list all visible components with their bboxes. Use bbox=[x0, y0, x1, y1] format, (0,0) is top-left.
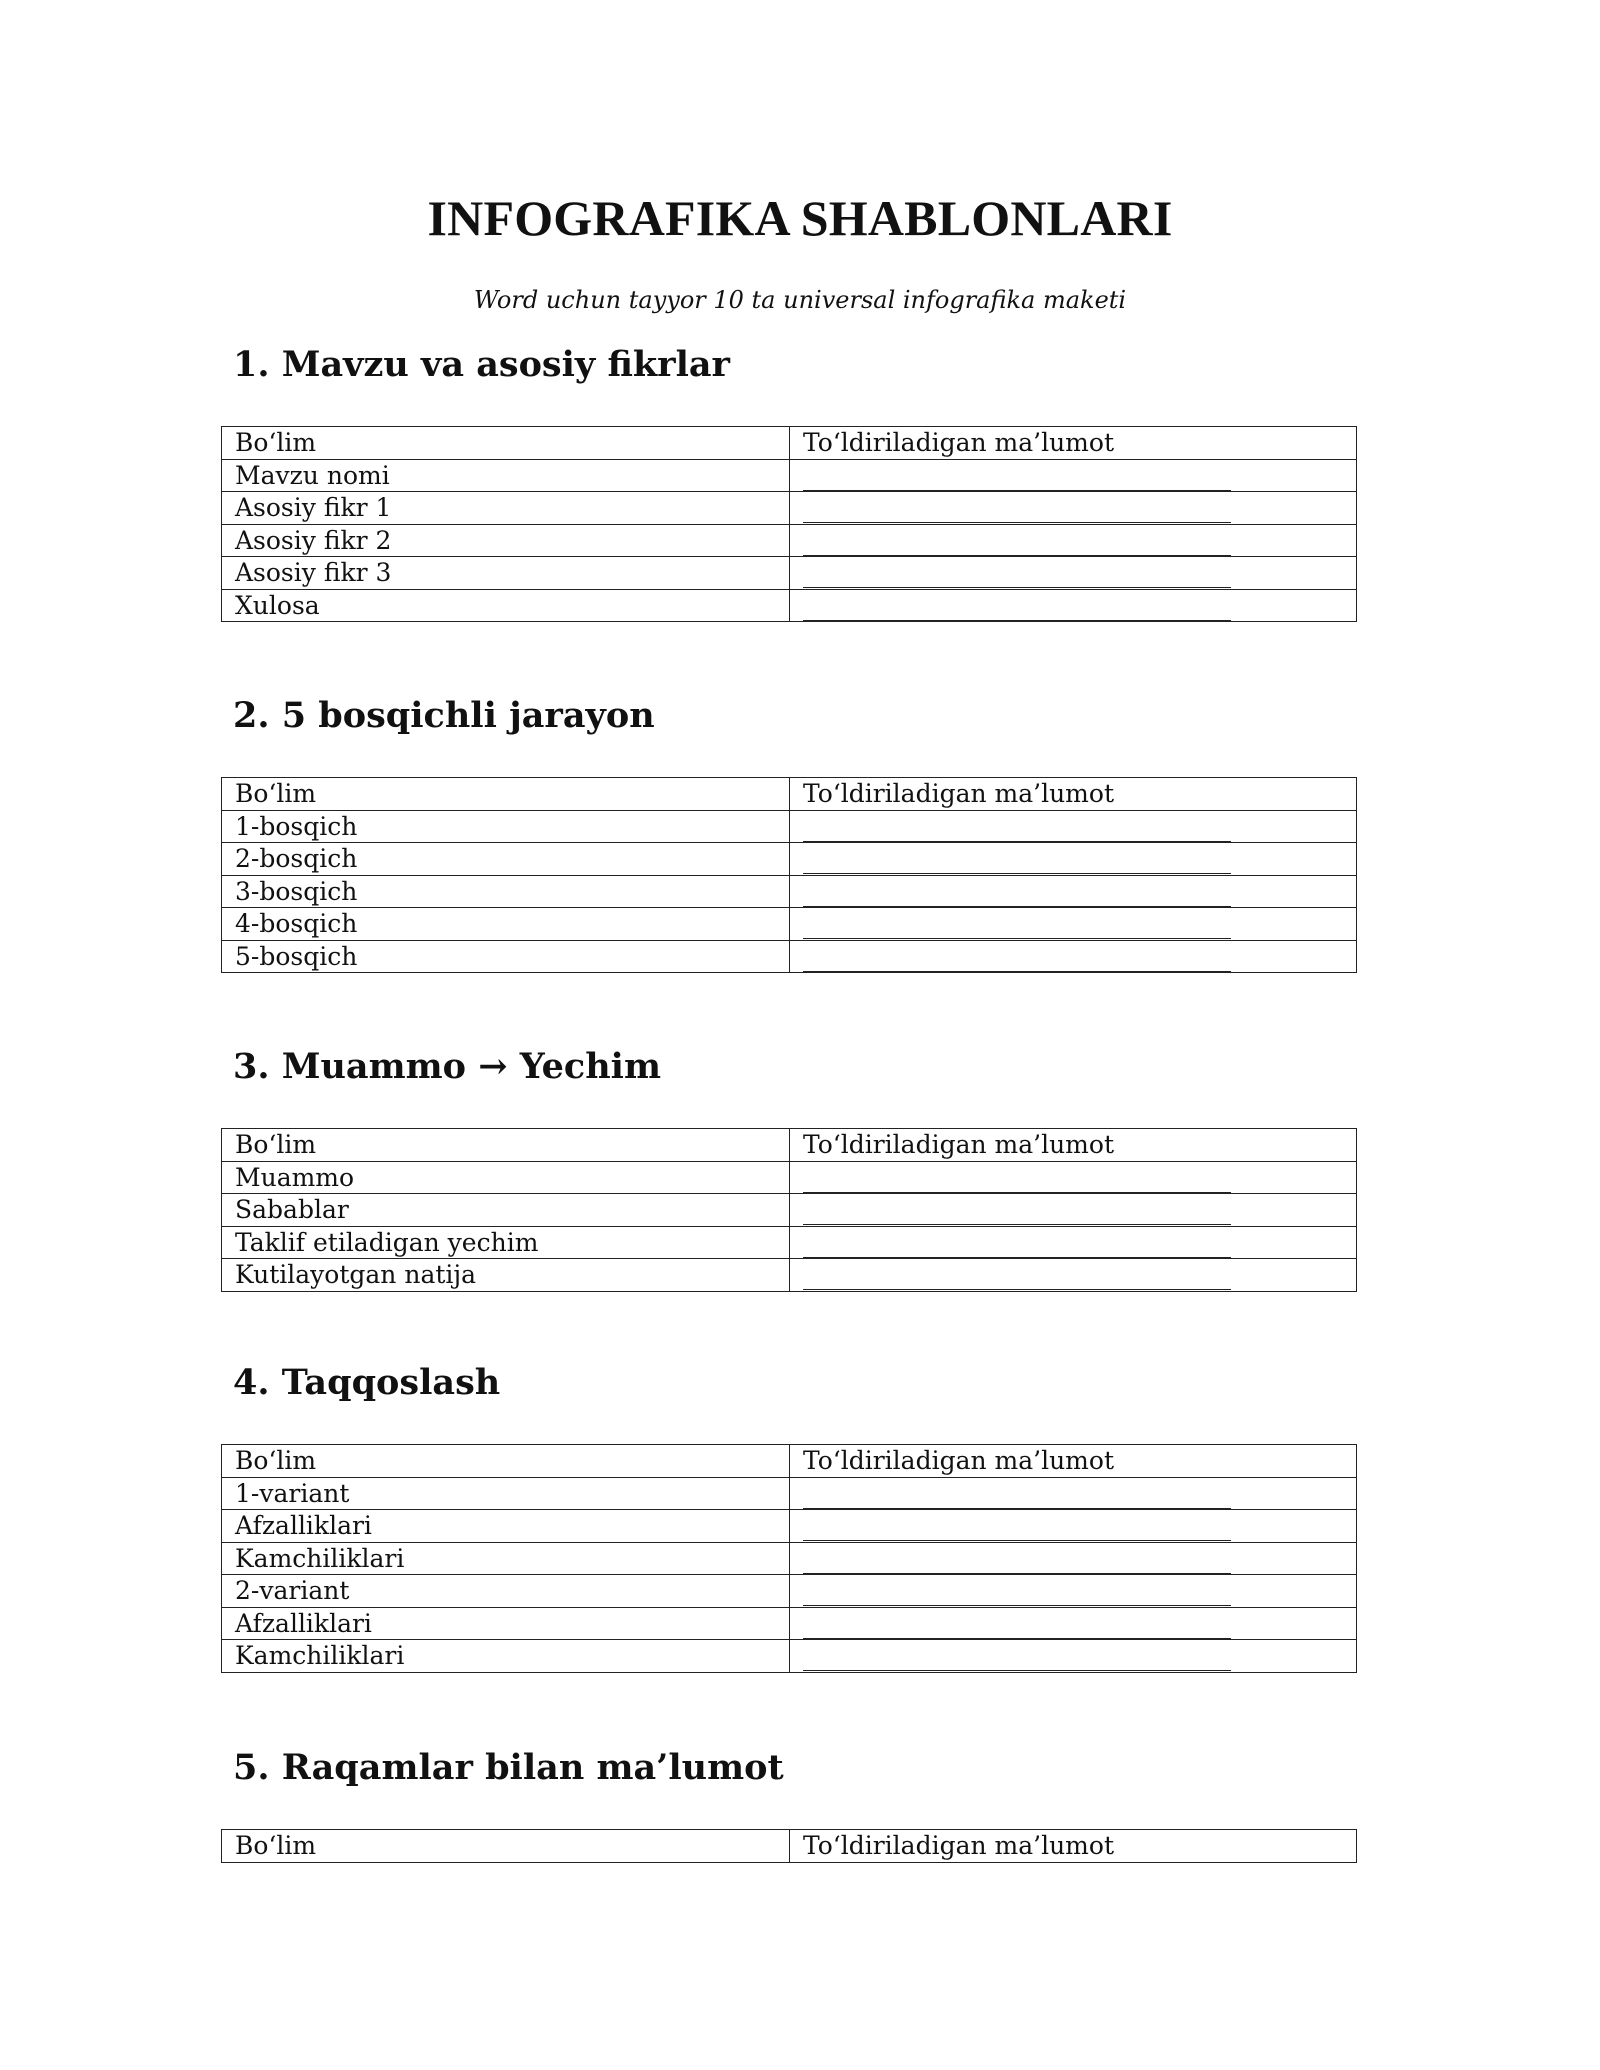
column-header-section: Bo‘lim bbox=[222, 778, 790, 811]
table-header-row bbox=[222, 427, 1357, 460]
table-row bbox=[222, 1194, 1357, 1227]
table-row bbox=[222, 589, 1357, 622]
table-header-row bbox=[222, 1129, 1357, 1162]
row-label: Afzalliklari bbox=[222, 1510, 790, 1543]
fill-in-cell[interactable] bbox=[790, 1575, 1357, 1608]
blank-line bbox=[803, 1555, 1231, 1574]
blank-line bbox=[803, 888, 1231, 907]
blank-line bbox=[803, 1620, 1231, 1639]
blank-line bbox=[803, 1271, 1231, 1290]
blank-line bbox=[803, 602, 1231, 621]
column-header-section: Bo‘lim bbox=[222, 427, 790, 460]
fill-in-cell[interactable] bbox=[790, 1607, 1357, 1640]
section-heading: 2. 5 bosqichli jarayon bbox=[233, 695, 655, 736]
blank-line bbox=[803, 1206, 1231, 1225]
column-header-info: To‘ldiriladigan ma’lumot bbox=[790, 778, 1357, 811]
row-label: Kamchiliklari bbox=[222, 1640, 790, 1673]
table-header-row bbox=[222, 778, 1357, 811]
row-label: 1-bosqich bbox=[222, 810, 790, 843]
blank-line bbox=[803, 1652, 1231, 1671]
column-header-section: Bo‘lim bbox=[222, 1830, 790, 1863]
fill-in-cell[interactable] bbox=[790, 492, 1357, 525]
column-header-section: Bo‘lim bbox=[222, 1129, 790, 1162]
row-label: Asosiy fikr 3 bbox=[222, 557, 790, 590]
table-row bbox=[222, 459, 1357, 492]
table-row bbox=[222, 1575, 1357, 1608]
table-row bbox=[222, 1542, 1357, 1575]
row-label: Asosiy fikr 1 bbox=[222, 492, 790, 525]
column-header-info: To‘ldiriladigan ma’lumot bbox=[790, 1830, 1357, 1863]
section-heading: 5. Raqamlar bilan ma’lumot bbox=[233, 1747, 784, 1788]
table-row bbox=[222, 1510, 1357, 1543]
blank-line bbox=[803, 504, 1231, 523]
column-header-info: To‘ldiriladigan ma’lumot bbox=[790, 427, 1357, 460]
fill-in-cell[interactable] bbox=[790, 875, 1357, 908]
blank-line bbox=[803, 1587, 1231, 1606]
row-label: 2-variant bbox=[222, 1575, 790, 1608]
blank-line bbox=[803, 1174, 1231, 1193]
table-row bbox=[222, 557, 1357, 590]
table-row bbox=[222, 940, 1357, 973]
blank-line bbox=[803, 1522, 1231, 1541]
table-row bbox=[222, 492, 1357, 525]
column-header-info: To‘ldiriladigan ma’lumot bbox=[790, 1445, 1357, 1478]
section-heading: 4. Taqqoslash bbox=[233, 1362, 501, 1403]
blank-line bbox=[803, 953, 1231, 972]
row-label: Asosiy fikr 2 bbox=[222, 524, 790, 557]
table-row bbox=[222, 875, 1357, 908]
template-table bbox=[221, 426, 1357, 622]
fill-in-cell[interactable] bbox=[790, 1510, 1357, 1543]
blank-line bbox=[803, 1239, 1231, 1258]
section-heading: 1. Mavzu va asosiy fikrlar bbox=[233, 344, 730, 385]
row-label: 3-bosqich bbox=[222, 875, 790, 908]
column-header-info: To‘ldiriladigan ma’lumot bbox=[790, 1129, 1357, 1162]
page-title: INFOGRAFIKA SHABLONLARI bbox=[427, 190, 1173, 246]
row-label: Sabablar bbox=[222, 1194, 790, 1227]
row-label: 2-bosqich bbox=[222, 843, 790, 876]
template-table bbox=[221, 1829, 1357, 1863]
row-label: Taklif etiladigan yechim bbox=[222, 1226, 790, 1259]
template-table bbox=[221, 777, 1357, 973]
row-label: 4-bosqich bbox=[222, 908, 790, 941]
blank-line bbox=[803, 569, 1231, 588]
fill-in-cell[interactable] bbox=[790, 1194, 1357, 1227]
section-heading: 3. Muammo → Yechim bbox=[233, 1046, 661, 1087]
page-subtitle: Word uchun tayyor 10 ta universal infografika maketi bbox=[473, 286, 1127, 314]
fill-in-cell[interactable] bbox=[790, 459, 1357, 492]
row-label: Kutilayotgan natija bbox=[222, 1259, 790, 1292]
fill-in-cell[interactable] bbox=[790, 1542, 1357, 1575]
template-table bbox=[221, 1128, 1357, 1292]
fill-in-cell[interactable] bbox=[790, 908, 1357, 941]
table-row bbox=[222, 1226, 1357, 1259]
fill-in-cell[interactable] bbox=[790, 1259, 1357, 1292]
table-row bbox=[222, 1477, 1357, 1510]
fill-in-cell[interactable] bbox=[790, 1161, 1357, 1194]
blank-line bbox=[803, 1490, 1231, 1509]
table-row bbox=[222, 810, 1357, 843]
table-row bbox=[222, 1259, 1357, 1292]
column-header-section: Bo‘lim bbox=[222, 1445, 790, 1478]
table-row bbox=[222, 908, 1357, 941]
row-label: Xulosa bbox=[222, 589, 790, 622]
row-label: Kamchiliklari bbox=[222, 1542, 790, 1575]
fill-in-cell[interactable] bbox=[790, 1640, 1357, 1673]
blank-line bbox=[803, 537, 1231, 556]
table-row bbox=[222, 524, 1357, 557]
blank-line bbox=[803, 472, 1231, 491]
row-label: Afzalliklari bbox=[222, 1607, 790, 1640]
fill-in-cell[interactable] bbox=[790, 589, 1357, 622]
table-row bbox=[222, 1161, 1357, 1194]
row-label: Muammo bbox=[222, 1161, 790, 1194]
row-label: 5-bosqich bbox=[222, 940, 790, 973]
blank-line bbox=[803, 855, 1231, 874]
fill-in-cell[interactable] bbox=[790, 810, 1357, 843]
blank-line bbox=[803, 920, 1231, 939]
fill-in-cell[interactable] bbox=[790, 524, 1357, 557]
fill-in-cell[interactable] bbox=[790, 940, 1357, 973]
table-row bbox=[222, 843, 1357, 876]
row-label: 1-variant bbox=[222, 1477, 790, 1510]
table-header-row bbox=[222, 1830, 1357, 1863]
fill-in-cell[interactable] bbox=[790, 1477, 1357, 1510]
table-row bbox=[222, 1640, 1357, 1673]
fill-in-cell[interactable] bbox=[790, 843, 1357, 876]
table-row bbox=[222, 1607, 1357, 1640]
fill-in-cell[interactable] bbox=[790, 557, 1357, 590]
blank-line bbox=[803, 823, 1231, 842]
table-header-row bbox=[222, 1445, 1357, 1478]
fill-in-cell[interactable] bbox=[790, 1226, 1357, 1259]
row-label: Mavzu nomi bbox=[222, 459, 790, 492]
template-table bbox=[221, 1444, 1357, 1673]
